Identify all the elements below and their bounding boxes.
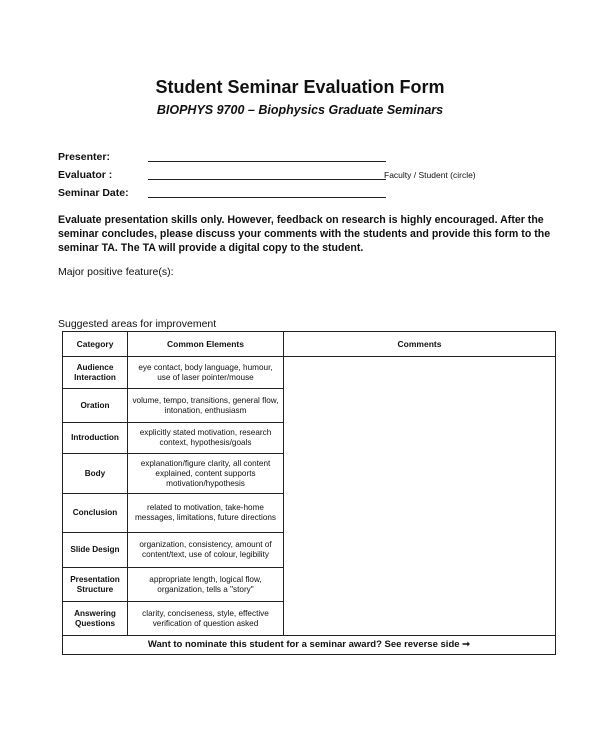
elements-cell: explanation/figure clarity, all content explained, content supports motivation/hypothesis [128, 454, 284, 494]
category-cell: Audience Interaction [63, 357, 128, 389]
award-note: Want to nominate this student for a seminar award? See reverse side ➞ [63, 636, 556, 655]
evaluation-table [62, 331, 556, 655]
elements-cell: appropriate length, logical flow, organization, tells a "story" [128, 568, 284, 602]
elements-cell: related to motivation, take-home messages, limitations, future directions [128, 494, 284, 533]
suggested-label: Suggested areas for improvement [58, 318, 217, 330]
category-cell: Presentation Structure [63, 568, 128, 602]
elements-cell: explicitly stated motivation, research context, hypothesis/goals [128, 423, 284, 454]
evaluator-note: Faculty / Student (circle) [384, 170, 476, 180]
category-cell: Slide Design [63, 533, 128, 568]
major-positive-label: Major positive feature(s): [58, 266, 174, 278]
header-comments: Comments [284, 332, 556, 357]
table-header [63, 332, 556, 357]
instructions: Evaluate presentation skills only. However, feedback on research is highly encouraged. After the seminar concludes, please discuss your comments with the students and provide this form to the seminar TA. The TA will provide a digital copy to the student. [58, 214, 551, 254]
elements-cell: volume, tempo, transitions, general flow, intonation, enthusiasm [128, 389, 284, 423]
header-elements: Common Elements [128, 332, 284, 357]
form-subtitle: BIOPHYS 9700 – Biophysics Graduate Seminars [156, 103, 444, 117]
category-cell: Conclusion [63, 494, 128, 533]
elements-cell: clarity, conciseness, style, effective verification of question asked [128, 602, 284, 636]
comments-cell[interactable] [284, 357, 556, 636]
evaluator-field[interactable] [148, 179, 386, 180]
elements-cell: organization, consistency, amount of content/text, use of colour, legibility [128, 533, 284, 568]
presenter-label: Presenter: [58, 151, 110, 163]
elements-cell: eye contact, body language, humour, use of laser pointer/mouse [128, 357, 284, 389]
category-cell: Answering Questions [63, 602, 128, 636]
category-cell: Oration [63, 389, 128, 423]
evaluator-label: Evaluator : [58, 169, 113, 181]
seminar-date-label: Seminar Date: [58, 187, 129, 199]
header-category: Category [63, 332, 128, 357]
category-cell: Body [63, 454, 128, 494]
category-cell: Introduction [63, 423, 128, 454]
seminar-date-field[interactable] [148, 197, 386, 198]
table-row [63, 357, 556, 389]
form-title: Student Seminar Evaluation Form [155, 77, 445, 97]
table-footer [63, 636, 556, 655]
presenter-field[interactable] [148, 161, 386, 162]
